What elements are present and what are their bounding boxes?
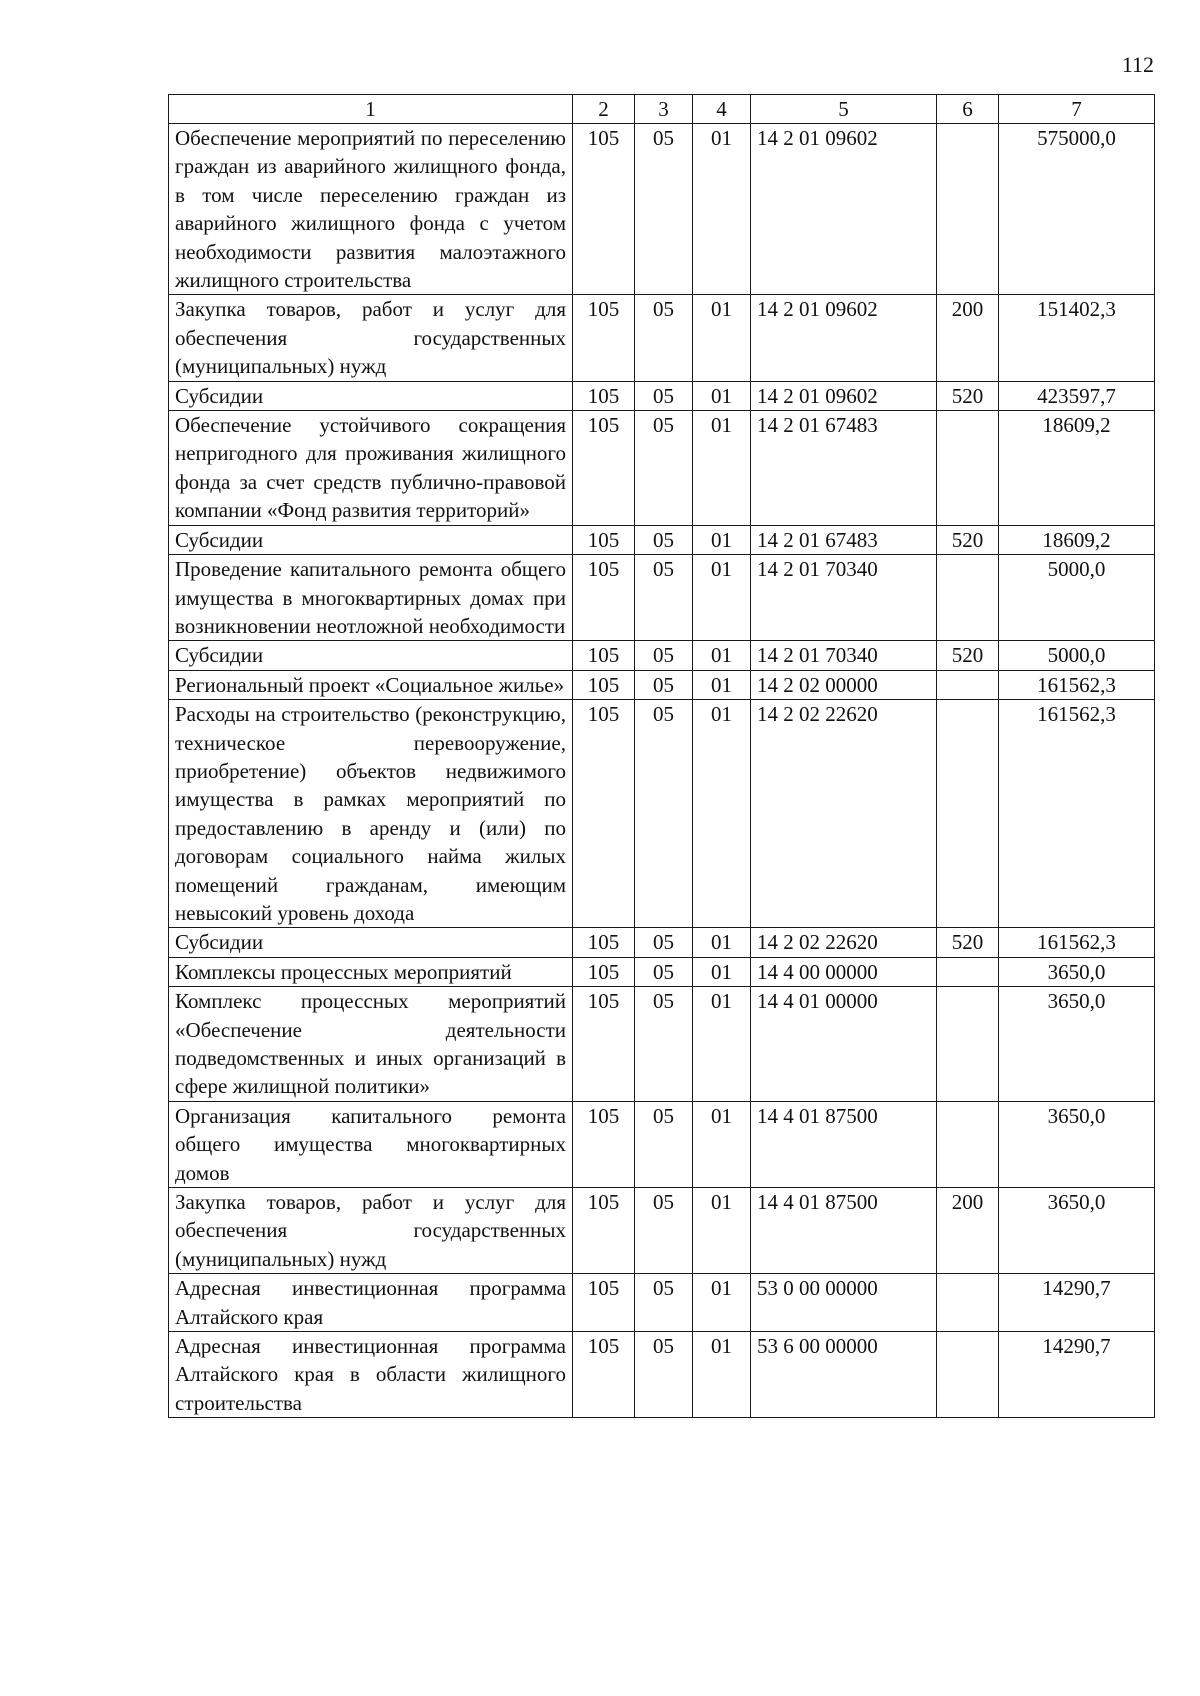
cell-amount: 3650,0 xyxy=(999,1188,1155,1274)
cell-section-code: 05 xyxy=(635,525,693,554)
column-header: 1 xyxy=(169,95,573,124)
row-description: Субсидии xyxy=(169,525,573,554)
cell-amount: 18609,2 xyxy=(999,411,1155,526)
table-row xyxy=(169,641,1155,670)
column-header: 5 xyxy=(751,95,937,124)
cell-ministry-code: 105 xyxy=(573,124,635,295)
column-header: 2 xyxy=(573,95,635,124)
row-description: Комплексы процессных мероприятий xyxy=(169,957,573,986)
table-row xyxy=(169,555,1155,641)
cell-section-code: 05 xyxy=(635,1332,693,1418)
cell-expense-type: 520 xyxy=(937,525,999,554)
cell-ministry-code: 105 xyxy=(573,295,635,381)
cell-target-article: 14 2 01 70340 xyxy=(751,555,937,641)
cell-target-article: 14 2 01 67483 xyxy=(751,411,937,526)
cell-subsection-code: 01 xyxy=(693,525,751,554)
table-row xyxy=(169,1188,1155,1274)
cell-expense-type xyxy=(937,124,999,295)
row-description: Субсидии xyxy=(169,641,573,670)
table-row xyxy=(169,928,1155,957)
cell-amount: 151402,3 xyxy=(999,295,1155,381)
row-description: Адресная инвестиционная программа Алтайского края в области жилищного строительства xyxy=(169,1332,573,1418)
cell-amount: 161562,3 xyxy=(999,700,1155,928)
cell-ministry-code: 105 xyxy=(573,928,635,957)
cell-target-article: 14 2 02 22620 xyxy=(751,700,937,928)
cell-subsection-code: 01 xyxy=(693,295,751,381)
cell-amount: 14290,7 xyxy=(999,1274,1155,1332)
cell-section-code: 05 xyxy=(635,1188,693,1274)
cell-amount: 3650,0 xyxy=(999,1101,1155,1187)
cell-subsection-code: 01 xyxy=(693,1101,751,1187)
cell-expense-type: 200 xyxy=(937,1188,999,1274)
cell-target-article: 14 2 01 09602 xyxy=(751,124,937,295)
table-row xyxy=(169,957,1155,986)
cell-subsection-code: 01 xyxy=(693,957,751,986)
table-row xyxy=(169,525,1155,554)
cell-ministry-code: 105 xyxy=(573,957,635,986)
cell-subsection-code: 01 xyxy=(693,1274,751,1332)
cell-ministry-code: 105 xyxy=(573,381,635,410)
column-header: 3 xyxy=(635,95,693,124)
cell-ministry-code: 105 xyxy=(573,1101,635,1187)
cell-expense-type xyxy=(937,957,999,986)
row-description: Закупка товаров, работ и услуг для обеспечения государственных (муниципальных) нужд xyxy=(169,295,573,381)
cell-section-code: 05 xyxy=(635,1274,693,1332)
column-header: 6 xyxy=(937,95,999,124)
page-number: 112 xyxy=(1121,52,1154,77)
row-description: Проведение капитального ремонта общего имущества в многоквартирных домах при возникновении неотложной необходимости xyxy=(169,555,573,641)
cell-section-code: 05 xyxy=(635,641,693,670)
cell-expense-type: 520 xyxy=(937,928,999,957)
cell-ministry-code: 105 xyxy=(573,411,635,526)
cell-target-article: 14 2 02 22620 xyxy=(751,928,937,957)
row-description: Расходы на строительство (реконструкцию, техническое перевооружение, приобретение) объектов недвижимого имущества в рамках мероприятий по предоставлению в аренду и (или) по договорам социального найма жилых помещений гражданам, имеющим невысокий уровень дохода xyxy=(169,700,573,928)
cell-section-code: 05 xyxy=(635,1101,693,1187)
cell-amount: 3650,0 xyxy=(999,957,1155,986)
cell-section-code: 05 xyxy=(635,928,693,957)
cell-target-article: 53 0 00 00000 xyxy=(751,1274,937,1332)
column-header: 7 xyxy=(999,95,1155,124)
cell-subsection-code: 01 xyxy=(693,381,751,410)
table-row xyxy=(169,700,1155,928)
cell-target-article: 14 4 01 87500 xyxy=(751,1188,937,1274)
cell-amount: 5000,0 xyxy=(999,555,1155,641)
cell-amount: 5000,0 xyxy=(999,641,1155,670)
cell-subsection-code: 01 xyxy=(693,928,751,957)
cell-ministry-code: 105 xyxy=(573,1188,635,1274)
cell-amount: 161562,3 xyxy=(999,670,1155,699)
cell-section-code: 05 xyxy=(635,411,693,526)
cell-expense-type: 520 xyxy=(937,381,999,410)
cell-section-code: 05 xyxy=(635,381,693,410)
row-description: Субсидии xyxy=(169,928,573,957)
cell-expense-type xyxy=(937,555,999,641)
cell-ministry-code: 105 xyxy=(573,555,635,641)
table-row xyxy=(169,1332,1155,1418)
row-description: Адресная инвестиционная программа Алтайского края xyxy=(169,1274,573,1332)
cell-expense-type xyxy=(937,411,999,526)
cell-subsection-code: 01 xyxy=(693,700,751,928)
cell-amount: 14290,7 xyxy=(999,1332,1155,1418)
cell-subsection-code: 01 xyxy=(693,1188,751,1274)
cell-subsection-code: 01 xyxy=(693,555,751,641)
cell-expense-type xyxy=(937,987,999,1102)
cell-target-article: 53 6 00 00000 xyxy=(751,1332,937,1418)
cell-section-code: 05 xyxy=(635,124,693,295)
column-header: 4 xyxy=(693,95,751,124)
cell-expense-type: 520 xyxy=(937,641,999,670)
row-description: Субсидии xyxy=(169,381,573,410)
cell-subsection-code: 01 xyxy=(693,670,751,699)
cell-amount: 575000,0 xyxy=(999,124,1155,295)
cell-target-article: 14 2 01 67483 xyxy=(751,525,937,554)
table-row xyxy=(169,987,1155,1102)
cell-expense-type xyxy=(937,1101,999,1187)
budget-table xyxy=(168,94,1155,1418)
cell-target-article: 14 2 01 70340 xyxy=(751,641,937,670)
table-header-row xyxy=(169,95,1155,124)
table-row xyxy=(169,381,1155,410)
table-row xyxy=(169,295,1155,381)
cell-ministry-code: 105 xyxy=(573,1274,635,1332)
row-description: Региональный проект «Социальное жилье» xyxy=(169,670,573,699)
cell-target-article: 14 2 02 00000 xyxy=(751,670,937,699)
row-description: Комплекс процессных мероприятий «Обеспечение деятельности подведомственных и иных организаций в сфере жилищной политики» xyxy=(169,987,573,1102)
table-row xyxy=(169,124,1155,295)
row-description: Обеспечение устойчивого сокращения непригодного для проживания жилищного фонда за счет средств публично-правовой компании «Фонд развития территорий» xyxy=(169,411,573,526)
cell-target-article: 14 2 01 09602 xyxy=(751,295,937,381)
cell-ministry-code: 105 xyxy=(573,1332,635,1418)
cell-section-code: 05 xyxy=(635,957,693,986)
table-row xyxy=(169,411,1155,526)
cell-expense-type xyxy=(937,700,999,928)
cell-amount: 18609,2 xyxy=(999,525,1155,554)
cell-subsection-code: 01 xyxy=(693,987,751,1102)
cell-ministry-code: 105 xyxy=(573,525,635,554)
cell-ministry-code: 105 xyxy=(573,987,635,1102)
cell-expense-type xyxy=(937,1274,999,1332)
cell-target-article: 14 4 01 00000 xyxy=(751,987,937,1102)
cell-section-code: 05 xyxy=(635,987,693,1102)
cell-section-code: 05 xyxy=(635,670,693,699)
cell-amount: 3650,0 xyxy=(999,987,1155,1102)
cell-target-article: 14 4 01 87500 xyxy=(751,1101,937,1187)
cell-section-code: 05 xyxy=(635,700,693,928)
row-description: Закупка товаров, работ и услуг для обеспечения государственных (муниципальных) нужд xyxy=(169,1188,573,1274)
table-row xyxy=(169,1101,1155,1187)
row-description: Организация капитального ремонта общего имущества многоквартирных домов xyxy=(169,1101,573,1187)
cell-subsection-code: 01 xyxy=(693,411,751,526)
cell-expense-type xyxy=(937,1332,999,1418)
cell-section-code: 05 xyxy=(635,555,693,641)
cell-expense-type: 200 xyxy=(937,295,999,381)
cell-subsection-code: 01 xyxy=(693,124,751,295)
cell-target-article: 14 2 01 09602 xyxy=(751,381,937,410)
cell-section-code: 05 xyxy=(635,295,693,381)
cell-amount: 161562,3 xyxy=(999,928,1155,957)
cell-expense-type xyxy=(937,670,999,699)
cell-target-article: 14 4 00 00000 xyxy=(751,957,937,986)
table-row xyxy=(169,1274,1155,1332)
row-description: Обеспечение мероприятий по переселению граждан из аварийного жилищного фонда, в том числе переселению граждан из аварийного жилищного фонда с учетом необходимости развития малоэтажного жилищного строительства xyxy=(169,124,573,295)
cell-ministry-code: 105 xyxy=(573,641,635,670)
table-row xyxy=(169,670,1155,699)
cell-subsection-code: 01 xyxy=(693,1332,751,1418)
cell-amount: 423597,7 xyxy=(999,381,1155,410)
cell-subsection-code: 01 xyxy=(693,641,751,670)
cell-ministry-code: 105 xyxy=(573,700,635,928)
cell-ministry-code: 105 xyxy=(573,670,635,699)
